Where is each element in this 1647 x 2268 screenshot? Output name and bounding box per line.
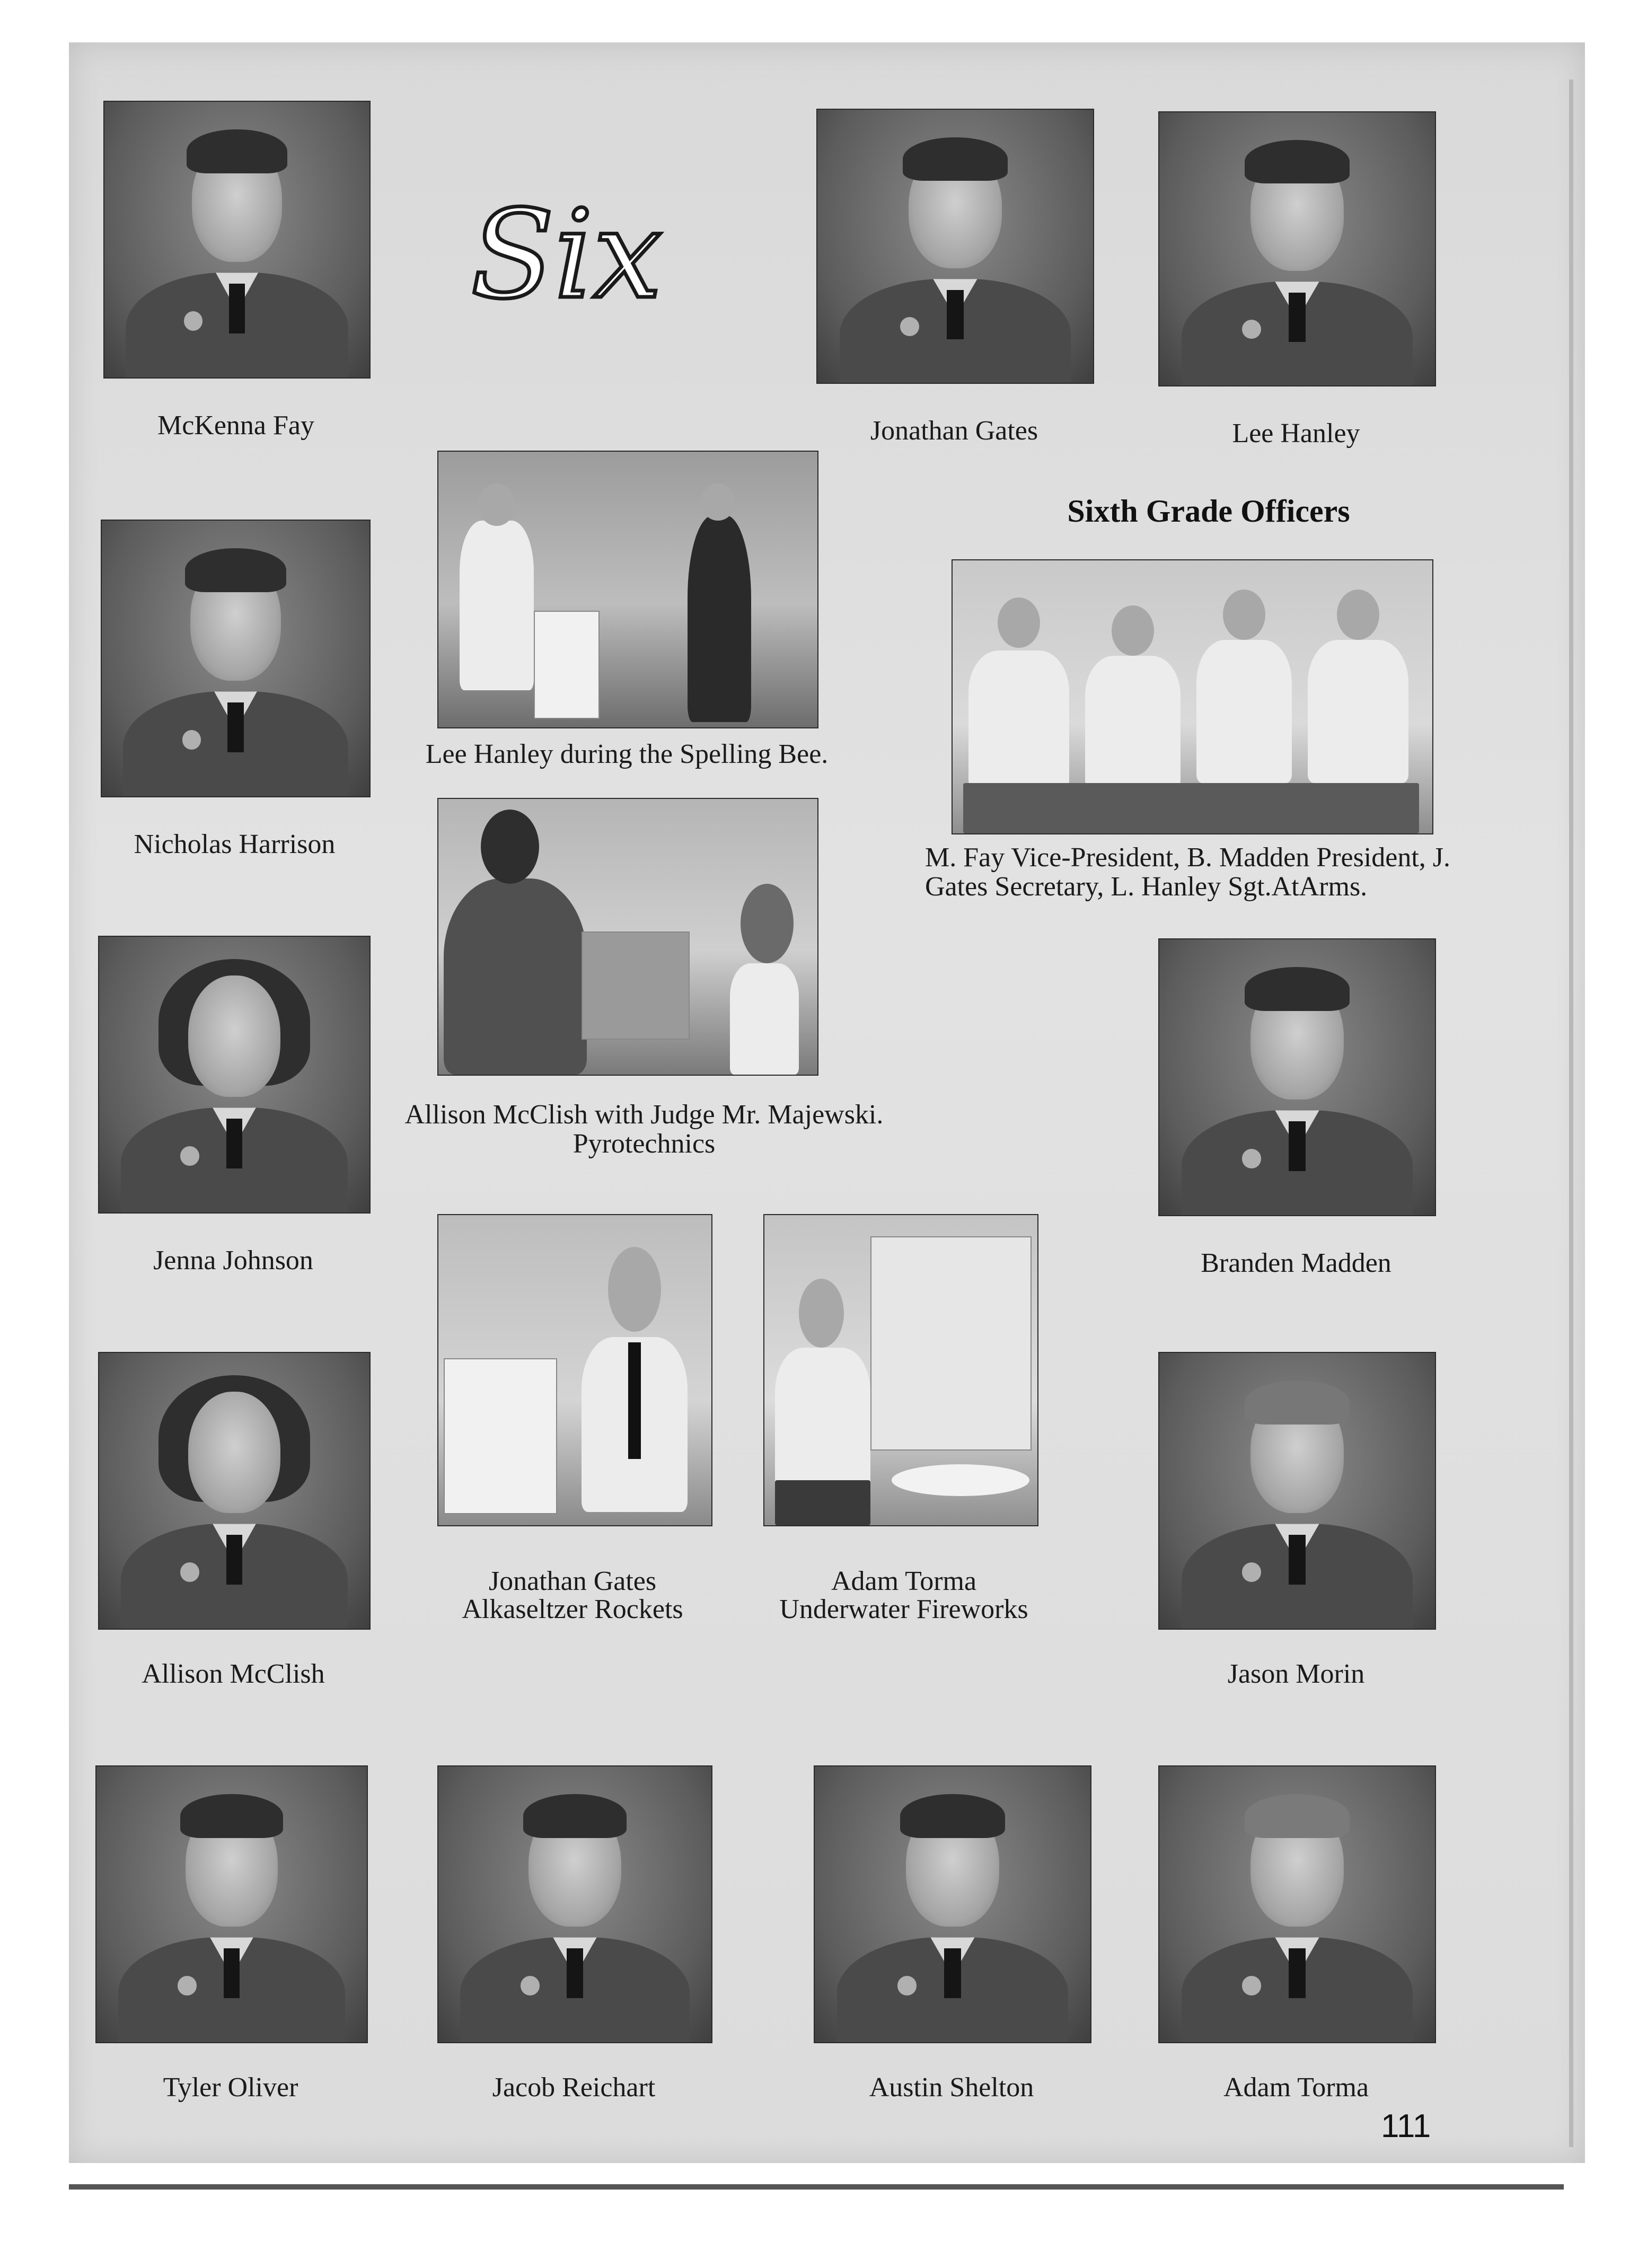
name-adam-torma: Adam Torma (1223, 2072, 1369, 2103)
portrait-jenna-johnson (98, 936, 371, 1214)
page-fold-edge (1569, 80, 1573, 2147)
caption-judge-line1: Allison McClish with Judge Mr. Majewski. (404, 1100, 884, 1130)
portrait-jonathan-gates (816, 109, 1094, 384)
name-branden-madden: Branden Madden (1201, 1248, 1391, 1278)
portrait-tyler-oliver (95, 1765, 368, 2043)
section-title-six (466, 191, 694, 329)
page-number: 111 (1381, 2108, 1431, 2144)
photo-sixth-grade-officers (952, 559, 1433, 834)
portrait-jacob-reichart (437, 1765, 712, 2043)
page-bottom-edge (69, 2184, 1564, 2190)
caption-gates-line1: Jonathan Gates (488, 1566, 657, 1596)
name-jenna-johnson: Jenna Johnson (153, 1245, 313, 1276)
name-jacob-reichart: Jacob Reichart (492, 2072, 656, 2103)
name-austin-shelton: Austin Shelton (869, 2072, 1034, 2103)
caption-judge-line2: Pyrotechnics (573, 1129, 716, 1159)
photo-spelling-bee (437, 451, 818, 728)
section-title-text: Six (471, 191, 662, 326)
photo-mcclish-with-judge (437, 798, 818, 1076)
name-tyler-oliver: Tyler Oliver (163, 2072, 298, 2103)
portrait-austin-shelton (814, 1765, 1091, 2043)
photo-torma-underwater-fireworks (763, 1214, 1038, 1526)
caption-gates-line2: Alkaseltzer Rockets (462, 1594, 683, 1624)
photo-gates-alkaseltzer-rockets (437, 1214, 712, 1526)
portrait-allison-mcclish (98, 1352, 371, 1630)
portrait-branden-madden (1158, 938, 1436, 1216)
portrait-mckenna-fay (103, 101, 371, 379)
portrait-lee-hanley (1158, 111, 1436, 386)
portrait-jason-morin (1158, 1352, 1436, 1630)
caption-spelling-bee: Lee Hanley during the Spelling Bee. (425, 739, 829, 769)
name-lee-hanley: Lee Hanley (1232, 418, 1360, 449)
name-jonathan-gates: Jonathan Gates (870, 416, 1038, 446)
caption-officers-line2: Gates Secretary, L. Hanley Sgt.AtArms. (925, 872, 1368, 902)
name-allison-mcclish: Allison McClish (142, 1659, 325, 1689)
name-jason-morin: Jason Morin (1227, 1659, 1365, 1689)
portrait-adam-torma (1158, 1765, 1436, 2043)
officers-heading: Sixth Grade Officers (1067, 494, 1350, 529)
caption-officers-line1: M. Fay Vice-President, B. Madden President, J. (925, 842, 1451, 873)
caption-torma-line1: Adam Torma (831, 1566, 977, 1596)
caption-torma-line2: Underwater Fireworks (779, 1594, 1028, 1624)
name-mckenna-fay: McKenna Fay (157, 410, 315, 441)
name-nicholas-harrison: Nicholas Harrison (134, 829, 336, 859)
portrait-nicholas-harrison (101, 520, 371, 797)
